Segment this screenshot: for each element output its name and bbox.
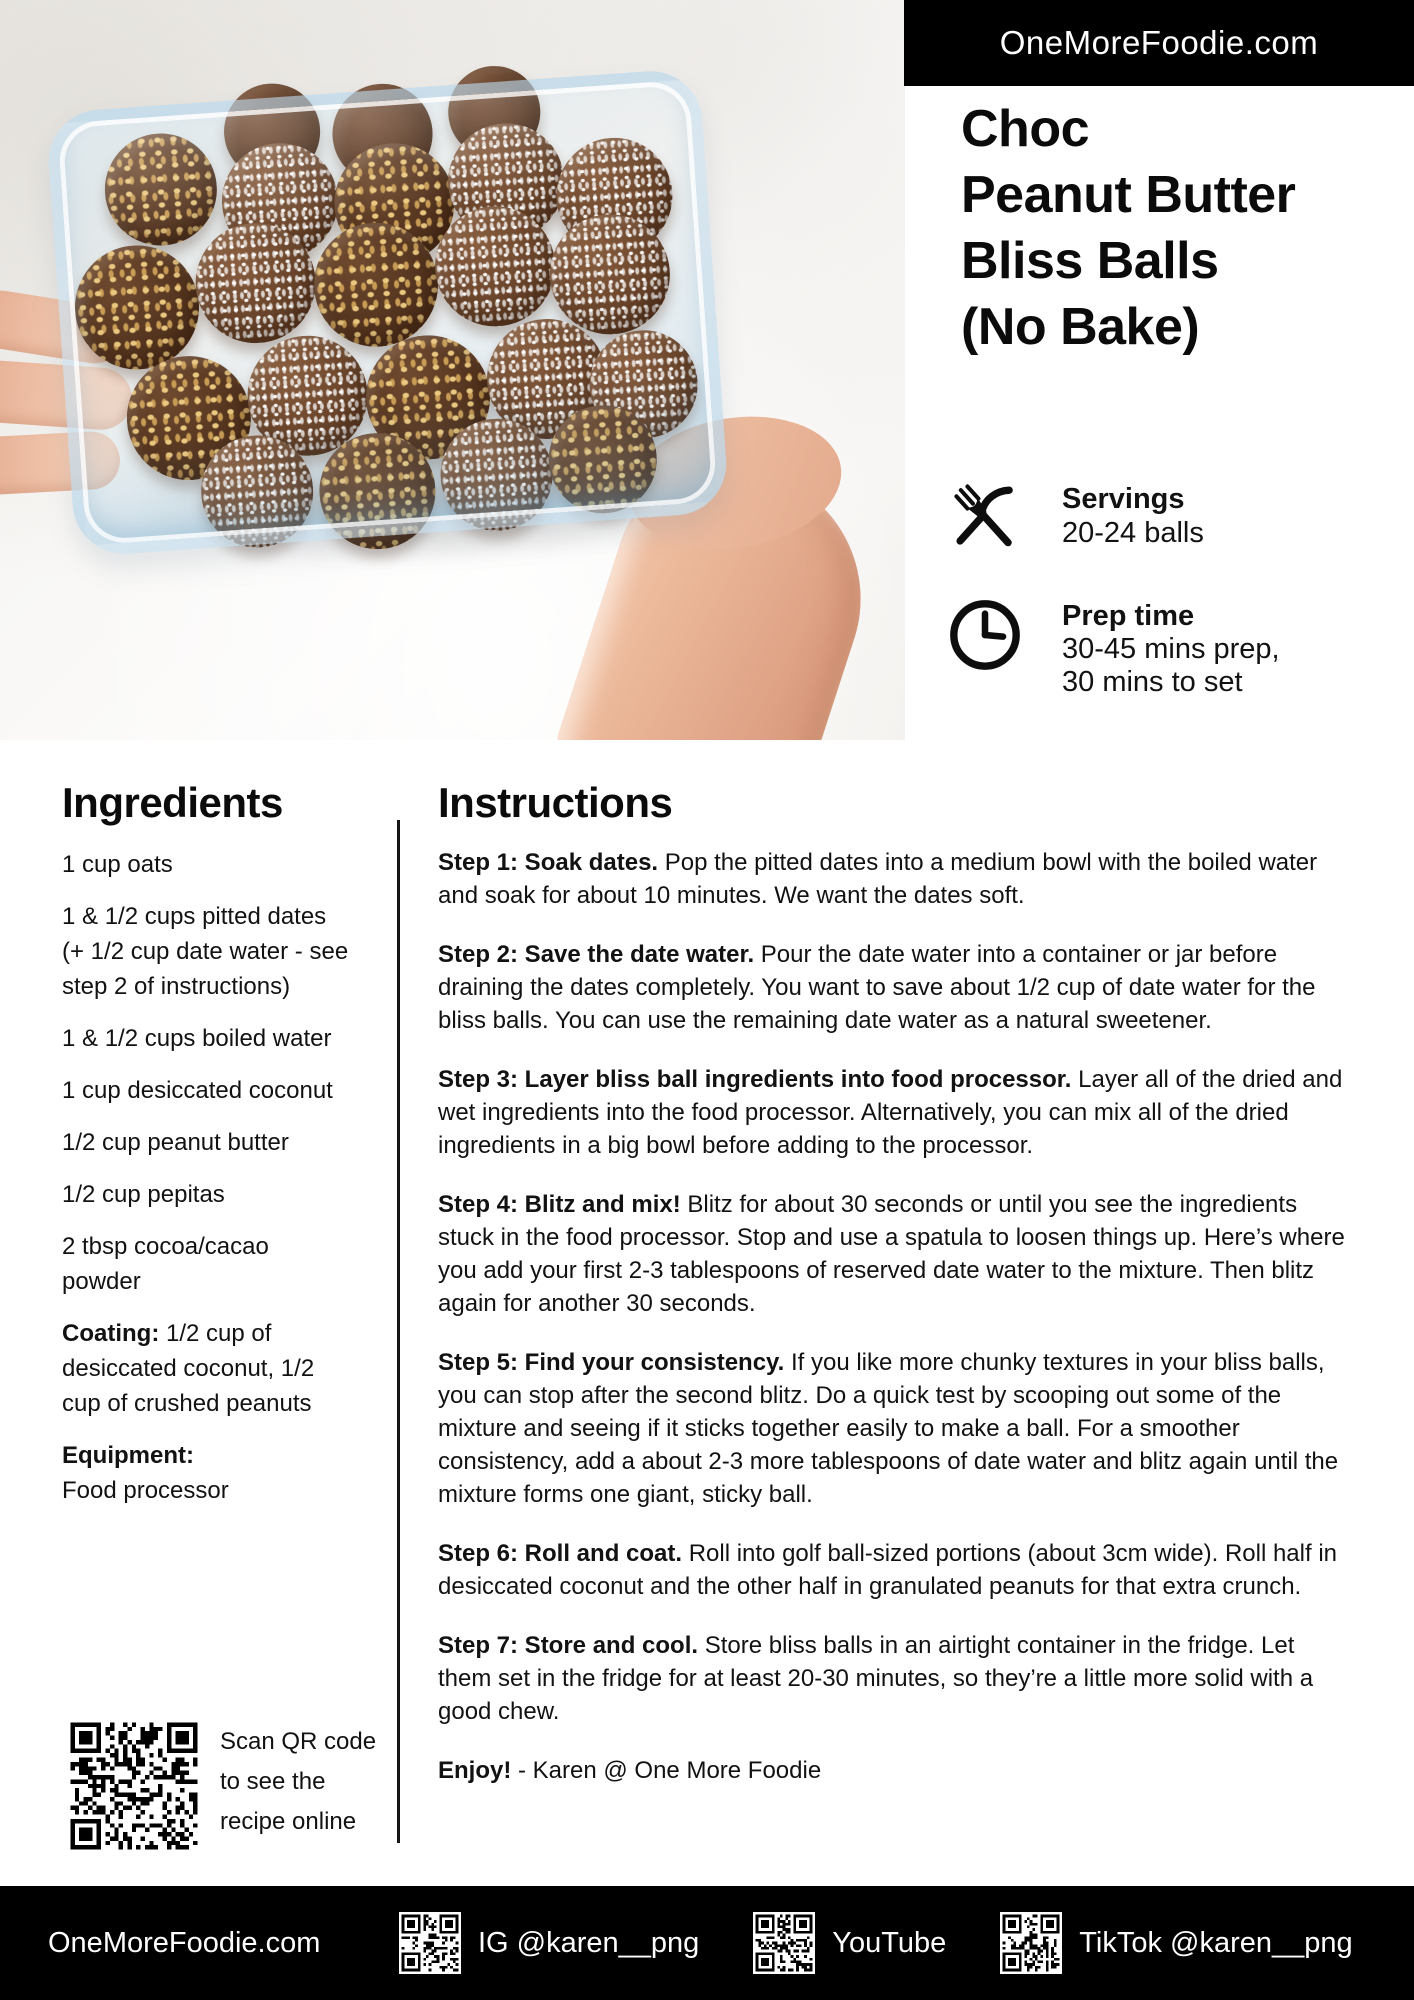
footer-link-label: IG @karen__png	[478, 1926, 700, 1959]
instruction-step: Step 7: Store and cool. Store bliss balls in an airtight container in the fridge. Let them set in the fridge for at least 20-30 minutes, so they’re a little more solid with a good chew.	[438, 1632, 1314, 1725]
ingredients-list	[62, 847, 354, 1508]
instructions-heading: Instructions	[438, 779, 673, 826]
page-title-line: (No Bake)	[961, 298, 1200, 356]
instruction-step: Step 5: Find your consistency. If you like more chunky textures in your bliss balls, you can stop after the second blitz. Do a quick test by scooping out some of the mixture and seeing if it sticks together easily to make a ball. For a smoother consistency, add a about 2-3 more tablespoons of date water and blitz again until the mixture forms one giant, sticky ball.	[438, 1349, 1339, 1508]
prep-time-value: 30-45 mins prep,	[1062, 633, 1280, 665]
footer-links	[399, 1912, 1407, 1974]
ingredient-item: 1/2 cup peanut butter	[62, 1129, 289, 1156]
servings-value: 20-24 balls	[1062, 517, 1204, 549]
page-title	[961, 96, 1393, 360]
clock-icon	[944, 594, 1026, 676]
instruction-step: Step 4: Blitz and mix! Blitz for about 30 seconds or until you see the ingredients stuck in the food processor. Stop and use a spatula to loosen things up. Here’s where you add your first 2-3 tablespoons of reserved date water to the mixture. Then blitz again for another 30 seconds.	[438, 1191, 1345, 1317]
glass-container-rim	[45, 68, 729, 558]
footer-link-label: TikTok @karen__png	[1079, 1926, 1353, 1959]
ingredient-item: 2 tbsp cocoa/cacao powder	[62, 1233, 269, 1295]
footer-link-tiktok	[1000, 1912, 1352, 1974]
prep-time-block	[1062, 600, 1392, 699]
ingredients-heading: Ingredients	[62, 779, 283, 826]
qr-caption: Scan QR code to see the recipe online	[220, 1728, 377, 1835]
column-divider	[397, 820, 400, 1843]
instruction-step: Step 1: Soak dates. Pop the pitted dates into a medium bowl with the boiled water and soak for about 10 minutes. We want the dates soft.	[438, 849, 1318, 909]
page-title-line: Peanut Butter	[961, 166, 1296, 224]
recipe-photo	[0, 0, 905, 740]
ingredient-item: 1/2 cup pepitas	[62, 1181, 225, 1208]
footer-link-youtube	[753, 1912, 946, 1974]
page-title-line: Choc	[961, 100, 1089, 158]
tiktok-qr-code	[1000, 1912, 1062, 1974]
ingredient-item: 1 cup oats	[62, 851, 173, 878]
instruction-step: Step 6: Roll and coat. Roll into golf ball-sized portions (about 3cm wide). Roll half in desiccated coconut and the other half in granulated peanuts for that extra crunch.	[438, 1540, 1338, 1600]
instruction-step: Enjoy! - Karen @ One More Foodie	[438, 1757, 822, 1784]
instagram-qr-code	[399, 1912, 461, 1974]
prep-time-value: 30 mins to set	[1062, 666, 1243, 698]
servings-label: Servings	[1062, 483, 1185, 515]
glass-container	[45, 68, 729, 558]
page-title-line: Bliss Balls	[961, 232, 1219, 290]
prep-time-label: Prep time	[1062, 600, 1195, 632]
footer-site-text: OneMoreFoodie.com	[48, 1926, 321, 1959]
site-banner-text: OneMoreFoodie.com	[999, 24, 1319, 61]
servings-block	[1062, 482, 1392, 550]
ingredient-item: 1 & 1/2 cups boiled water	[62, 1025, 332, 1052]
instructions-list	[438, 846, 1354, 1787]
site-banner	[904, 0, 1414, 86]
recipe-qr-code	[66, 1718, 202, 1854]
ingredient-item: 1 & 1/2 cups pitted dates (+ 1/2 cup date water - see step 2 of instructions)	[62, 903, 349, 1000]
instruction-step: Step 3: Layer bliss ball ingredients into food processor. Layer all of the dried and wet ingredients into the food processor. Alternatively, you can mix all of the dried ingredients in a big bowl before adding to the processor.	[438, 1066, 1343, 1159]
fork-knife-icon	[944, 476, 1026, 558]
footer-link-label: YouTube	[832, 1926, 947, 1959]
instruction-step: Step 2: Save the date water. Pour the date water into a container or jar before draining the dates completely. You want to save about 1/2 cup of date water for the bliss balls. You can use the remaining date water as a natural sweetener.	[438, 941, 1316, 1034]
ingredient-item: 1 cup desiccated coconut	[62, 1077, 333, 1104]
ingredient-item: Equipment: Food processor	[62, 1442, 229, 1504]
instructions-section	[438, 776, 1354, 1813]
footer	[0, 1886, 1414, 2000]
ingredient-item: Coating: 1/2 cup of desiccated coconut, 1/2 cup of crushed peanuts	[62, 1320, 315, 1417]
youtube-qr-code	[753, 1912, 815, 1974]
footer-link-instagram	[399, 1912, 699, 1974]
ingredients-section	[62, 776, 354, 1525]
